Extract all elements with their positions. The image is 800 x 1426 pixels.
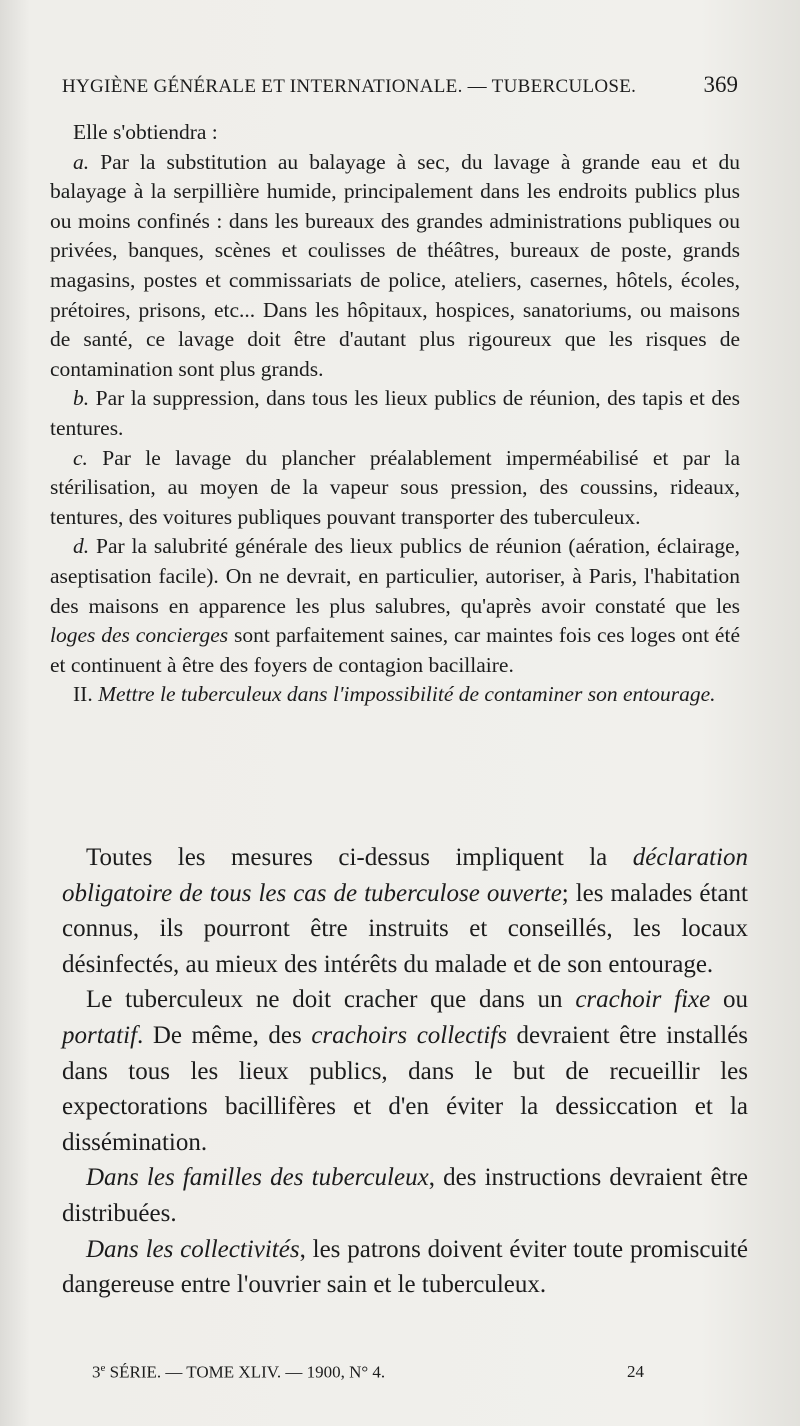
declaration-emphasis: déclaration obligatoire de tous les cas de tuberculose ouverte	[62, 844, 748, 907]
item-d	[50, 532, 740, 680]
item-d-label: d.	[73, 534, 90, 559]
section-ii-label: II.	[73, 682, 93, 707]
item-b-label: b.	[73, 386, 90, 411]
running-title: HYGIÈNE GÉNÉRALE ET INTERNATIONALE. — TUBERCULOSE.	[62, 76, 637, 97]
running-header	[62, 72, 738, 98]
item-a-label: a.	[73, 149, 90, 174]
item-c	[50, 444, 740, 533]
paragraph-collectivites: Dans les collectivités, les patrons doivent éviter toute promiscuité dangereuse entre l'ouvrier sain et le tuberculeux.	[62, 1235, 748, 1299]
intro-line: Elle s'obtiendra :	[73, 120, 218, 144]
item-d-emphasis: loges des concierges	[50, 623, 229, 648]
series-info: 3e SÉRIE. — TOME XLIV. — 1900, N° 4.	[92, 1362, 386, 1382]
page-footer	[92, 1362, 644, 1383]
item-c-label: c.	[73, 445, 88, 470]
paragraph-familles: Dans les familles des tuberculeux, des instructions devraient être distribuées.	[62, 1164, 748, 1227]
item-a-text: Par la substitution au balayage à sec, du lavage à grande eau et du balayage à la serpillière humide, principalement dans les endroits publics plus ou moins confinés : dans les bureaux des grandes administrations publiques ou privées, banques, scènes et coulisses de théâtres, bureaux de poste, grands magasins, postes et commissariats de police, ateliers, casernes, hôtels, écoles, prétoires, prisons, etc... Dans les hôpitaux, hospices, sanatoriums, ou maisons de santé, ce lavage doit être d'autant plus rigoureux que les risques de contamination sont plus grands.	[50, 149, 741, 381]
item-b	[50, 384, 740, 443]
page-number: 369	[703, 72, 738, 97]
section-ii	[50, 680, 740, 710]
measures-list	[50, 118, 740, 710]
item-a	[50, 148, 740, 385]
item-b-text: Par la suppression, dans tous les lieux publics de réunion, des tapis et des tentures.	[50, 386, 740, 440]
signature-mark: 24	[627, 1362, 644, 1381]
item-d-text-2: sont parfaitement saines, car maintes fois ces loges ont été et continuent à être des foyers de contagion bacillaire.	[50, 623, 740, 677]
item-c-text: Par le lavage du plancher préalablement imperméabilisé et par la stérilisation, au moyen de la vapeur sous pression, des coussins, rideaux, tentures, des voitures publiques pouvant transporter des tuberculeux.	[50, 445, 741, 529]
paragraph-crachoirs: Le tuberculeux ne doit cracher que dans un crachoir fixe ou portatif. De même, des crachoirs collectifs devraient être installés dans tous les lieux publics, dans le but de recueillir les expectorations bacillifères et d'en éviter la dessiccation et la dissémination.	[62, 986, 749, 1156]
item-d-text-1: Par la salubrité générale des lieux publics de réunion (aération, éclairage, aseptisation facile). On ne devrait, en particulier, autoriser, à Paris, l'habitation des maisons en apparence les plus salubres, qu'après avoir constaté que les	[50, 534, 741, 618]
paragraph-declaration: Toutes les mesures ci-dessus impliquent la déclaration obligatoire de tous les cas de tuberculose ouverte; les malades étant connus, ils pourront être instruits et conseillés, les locaux désinfectés, au mieux des intérêts du malade et de son entourage.	[62, 844, 748, 978]
section-ii-title: Mettre le tuberculeux dans l'impossibilité de contaminer son entourage.	[98, 682, 716, 707]
main-body	[62, 840, 748, 1303]
